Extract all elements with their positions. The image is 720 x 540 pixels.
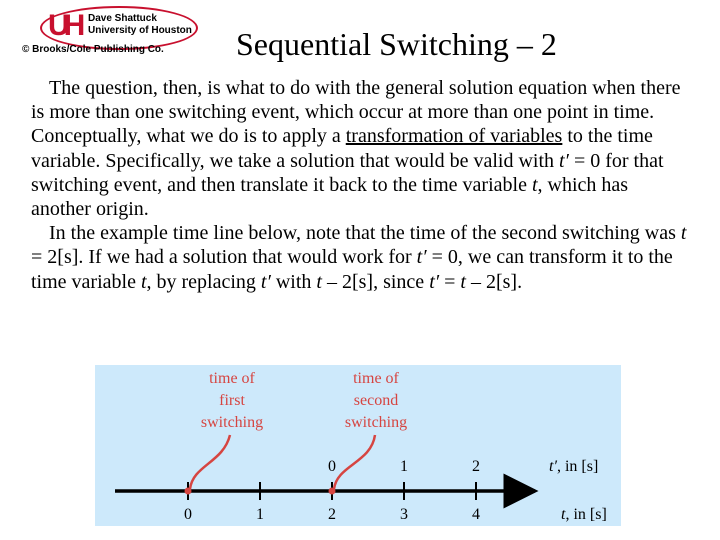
logo-university: University of Houston [88,25,192,36]
text-run: = 2[s]. If we had a solution that would work for [31,246,417,269]
var-t: t [680,222,687,245]
underlined-term: transformation of variables [345,125,563,148]
t-tick-label: 0 [184,506,192,523]
text-run: = 0, we can transform it to the time variable [31,246,673,293]
var-t-prime: t′ [416,246,427,269]
var-t-prime: t′ [260,270,271,293]
text-run: , by replacing [146,270,261,293]
var-t: t [531,173,538,196]
var-t-prime: t′ [559,149,569,172]
var-t: t [140,270,147,293]
t-prime-tick-label: 1 [400,458,408,475]
second-switching-dot [329,488,336,495]
t-prime-tick-label: 0 [328,458,336,475]
logo-author: Dave Shattuck [88,13,157,24]
text-run: In the example time line below, note that the time of the second switching was [49,222,681,245]
t-prime-axis-label: t′, in [s] [549,458,599,475]
second-switching-label: switching [344,414,408,431]
paragraph-1 [31,76,691,221]
t-axis-label: t, in [s] [561,506,607,523]
t-tick-label: 4 [472,506,480,523]
text-run: = 0 for that switching event, and then translate it back to the time variable [31,149,664,196]
first-switching-label: first [219,392,245,409]
second-switching-label: time of [353,370,399,387]
text-run: The question, then, is what to do with the general solution equation when there is more than one switching event, which occur at more than one point in time. Conceptually, what we do is to apply a [31,77,681,148]
timeline-figure [95,365,621,526]
t-tick-label: 3 [400,506,408,523]
text-run: to the time variable. Specifically, we take a solution that would be valid with [31,125,653,172]
text-run: – 2[s], since [321,270,430,293]
var-t: t [316,270,322,293]
second-switching-pointer [334,435,375,489]
text-run: = [439,270,461,293]
logo-copyright: © Brooks/Cole Publishing Co. [22,44,164,55]
paragraph-2 [31,221,691,294]
first-switching-dot [185,488,192,495]
first-switching-label: time of [209,370,255,387]
first-switching-pointer [190,435,230,489]
text-run: , which has another origin. [31,173,629,221]
second-switching-label: second [353,392,399,409]
var-t: t [460,270,466,293]
timeline-diagram [95,365,621,526]
uh-logo-mark: UH [48,9,80,42]
university-logo [22,4,208,58]
first-switching-label: switching [200,414,264,431]
t-prime-tick-label: 2 [472,458,480,475]
text-run: with [270,270,317,293]
t-tick-label: 1 [256,506,264,523]
var-t-prime: t′ [429,270,440,293]
text-run: – 2[s]. [465,270,523,293]
slide-title: Sequential Switching – 2 [236,26,557,62]
t-tick-label: 2 [328,506,336,523]
slide-body [31,76,691,294]
